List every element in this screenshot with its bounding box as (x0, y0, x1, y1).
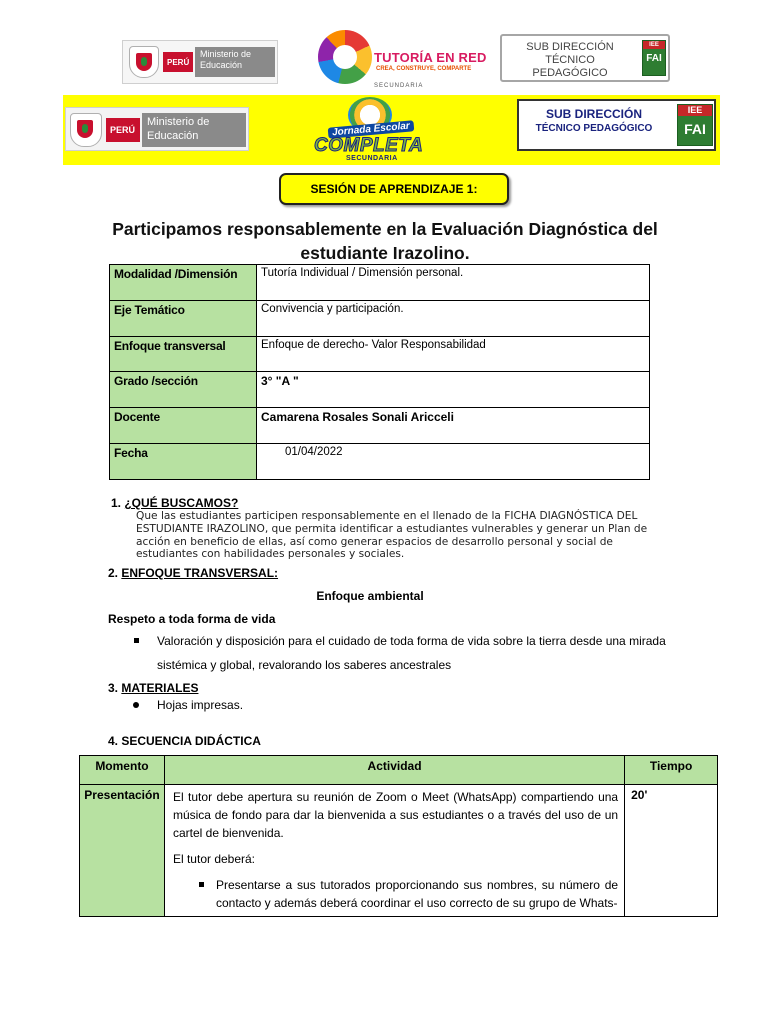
subdireccion-text: SUB DIRECCIÓN TÉCNICO PEDAGÓGICO (526, 41, 614, 79)
subdireccion-box-top (500, 34, 670, 82)
valor-name: Respeto a toda forma de vida (108, 612, 276, 626)
subdireccion-line-1: SUB DIRECCIÓN (545, 107, 642, 121)
peru-shield-icon (70, 113, 102, 147)
page-title: Participamos responsablemente en la Evaluación Diagnóstica del estudiante Irazolino. (112, 219, 658, 263)
info-value: Convivencia y participación. (257, 300, 650, 336)
info-label: Fecha (110, 443, 257, 479)
iee-fai-logo: IEE FAI (642, 40, 666, 76)
jec-main-text: COMPLETA (314, 135, 424, 156)
info-value: Camarena Rosales Sonali Aricceli (257, 408, 650, 444)
session-label: SESIÓN DE APRENDIZAJE 1: (279, 173, 509, 205)
actividad-cell (164, 785, 624, 917)
tutoria-title: TUTORÍA EN RED (374, 50, 487, 65)
info-label: Docente (110, 408, 257, 444)
session-info-table (109, 264, 650, 480)
tutoria-en-red-logo (316, 28, 487, 90)
info-value: Tutoría Individual / Dimensión personal. (257, 265, 650, 301)
subdireccion-line-2: TÉCNICO PEDAGÓGICO (535, 123, 653, 134)
table-row (110, 443, 650, 479)
secuencia-didactica-table (79, 755, 718, 917)
info-label: Modalidad /Dimensión (110, 265, 257, 301)
people-circle-icon (318, 30, 372, 84)
actividad-paragraph-2: El tutor deberá: (172, 852, 256, 866)
info-label: Eje Temático (110, 300, 257, 336)
info-value: 3° "A " (257, 372, 650, 408)
minedu-logo-2 (65, 107, 249, 151)
table-row (110, 300, 650, 336)
actividad-list-text: Presentarse a sus tutorados proporcionando sus nombres, su número de contacto y además deberá coordinar el uso correcto de su grupo de Whats- (215, 878, 619, 910)
info-value: Enfoque de derecho- Valor Responsabilidad (257, 336, 650, 372)
peru-label: PERÚ (106, 118, 140, 142)
jec-top-text: Jornada Escolar (328, 120, 414, 138)
section-1-heading (111, 496, 238, 510)
section-title: ENFOQUE TRANSVERSAL: (121, 566, 279, 580)
ministerio-label: Ministerio de Educación (195, 47, 275, 77)
table-row (80, 785, 718, 917)
square-bullet-icon (199, 882, 204, 887)
enfoque-name: Enfoque ambiental (316, 589, 424, 603)
table-header-row (80, 756, 718, 785)
ministerio-label: Ministerio de Educación (142, 113, 246, 147)
square-bullet-icon (134, 638, 139, 643)
table-row (110, 265, 650, 301)
section-number: 1. (111, 496, 125, 510)
section-2-heading (108, 566, 278, 580)
column-header-tiempo: Tiempo (625, 756, 718, 785)
peru-shield-icon (129, 46, 159, 78)
top-header (0, 0, 768, 92)
column-header-actividad: Actividad (164, 756, 624, 785)
section-1-paragraph: Que las estudiantes participen responsablemente en el llenado de la FICHA DIAGNÓSTICA DEL ESTUDIANTE IRAZOLINO, que permita identificar a estudiantes vulnerables y generar un Plan de acción en beneficio de ellas, así como generar espacios de desarrollo personal y social de estudiantes con habilidades personales y sociales. (136, 510, 648, 561)
info-label: Grado /sección (110, 372, 257, 408)
table-row (110, 372, 650, 408)
momento-cell: Presentación (80, 785, 165, 917)
section-title: ¿QUÉ BUSCAMOS? (124, 496, 239, 510)
column-header-momento: Momento (80, 756, 165, 785)
jornada-escolar-completa-logo (310, 97, 434, 163)
section-4-heading: 4. SECUENCIA DIDÁCTICA (108, 734, 261, 748)
tutoria-subtitle: CREA, CONSTRUYE, COMPARTE (376, 66, 472, 72)
actividad-paragraph-1: El tutor debe apertura su reunión de Zoom o Meet (WhatsApp) compartiendo una música de fondo para dar la bienvenida a sus estudiantes o a través del uso de un cartel de bienvenida. (172, 790, 619, 840)
table-row (110, 408, 650, 444)
info-label: Enfoque transversal (110, 336, 257, 372)
jec-secundaria: SECUNDARIA (346, 155, 398, 162)
valor-description-line-2: sistémica y global, revalorando los saberes ancestrales (157, 658, 452, 672)
actividad-list-item (173, 876, 618, 912)
material-item: Hojas impresas. (157, 698, 244, 712)
section-3-heading (108, 681, 198, 695)
yellow-header-band (63, 95, 720, 165)
section-title: MATERIALES (121, 681, 199, 695)
info-value: 01/04/2022 (257, 443, 650, 479)
round-bullet-icon (133, 702, 139, 708)
section-number: 2. (108, 566, 122, 580)
tutoria-secundaria: SECUNDARIA (374, 83, 424, 89)
subdireccion-box (517, 99, 716, 151)
minedu-logo (122, 40, 278, 84)
tiempo-cell: 20' (625, 785, 718, 917)
peru-label: PERÚ (163, 52, 193, 72)
table-row (110, 336, 650, 372)
section-number: 3. (108, 681, 122, 695)
iee-fai-logo: IEE FAI (677, 104, 713, 146)
valor-description-line-1: Valoración y disposición para el cuidado de toda forma de vida sobre la tierra desde una mirada (157, 634, 666, 648)
